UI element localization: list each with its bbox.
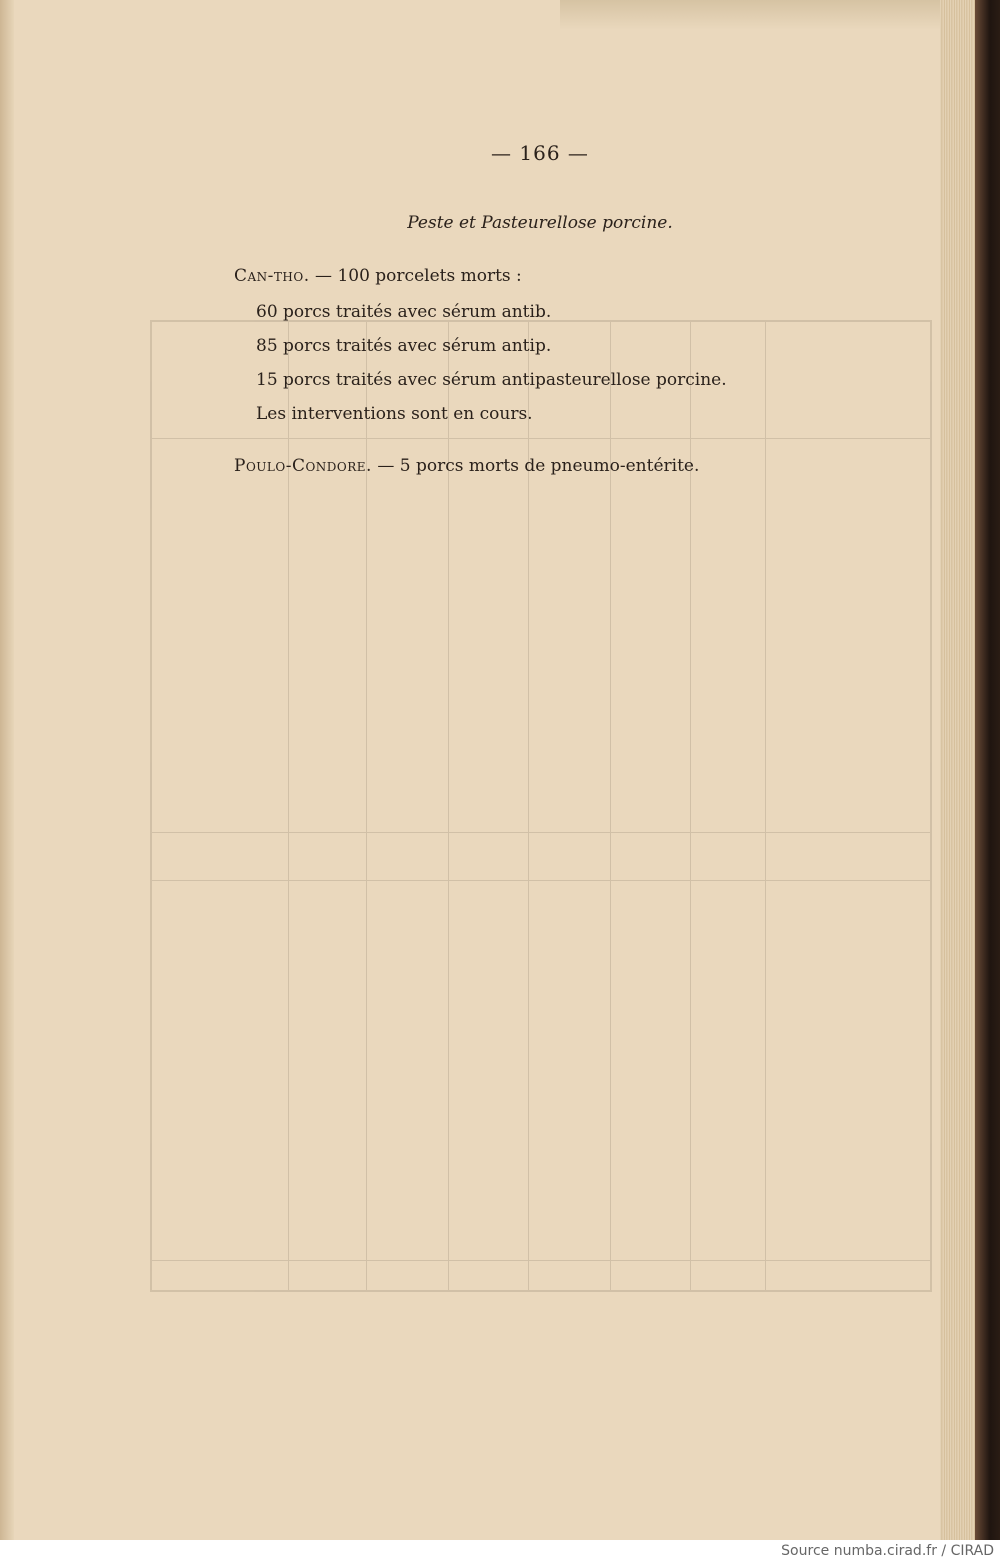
cantho-entry [234,266,522,286]
poulo-condore-summary: — 5 porcs morts de pneumo-entérite. [377,456,700,476]
footer-bar [0,1540,1000,1566]
poulo-condore-entry [234,456,699,476]
cantho-status: Les interventions sont en cours. [256,404,533,424]
treatment-line: 15 porcs traités avec sérum antipasteurellose porcine. [256,370,727,390]
source-credit: Source numba.cirad.fr / CIRAD [781,1543,994,1559]
page-shadow [560,0,980,30]
poulo-condore-place: Poulo-Condore. [234,456,372,476]
cantho-place: Can-tho. [234,266,310,286]
section-title: Peste et Pasteurellose porcine. [407,213,673,233]
treatment-line: 85 porcs traités avec sérum antip. [256,336,552,356]
treatment-line: 60 porcs traités avec sérum antib. [256,302,552,322]
cantho-summary: — 100 porcelets morts : [315,266,522,286]
page-number: — 166 — [491,141,589,165]
